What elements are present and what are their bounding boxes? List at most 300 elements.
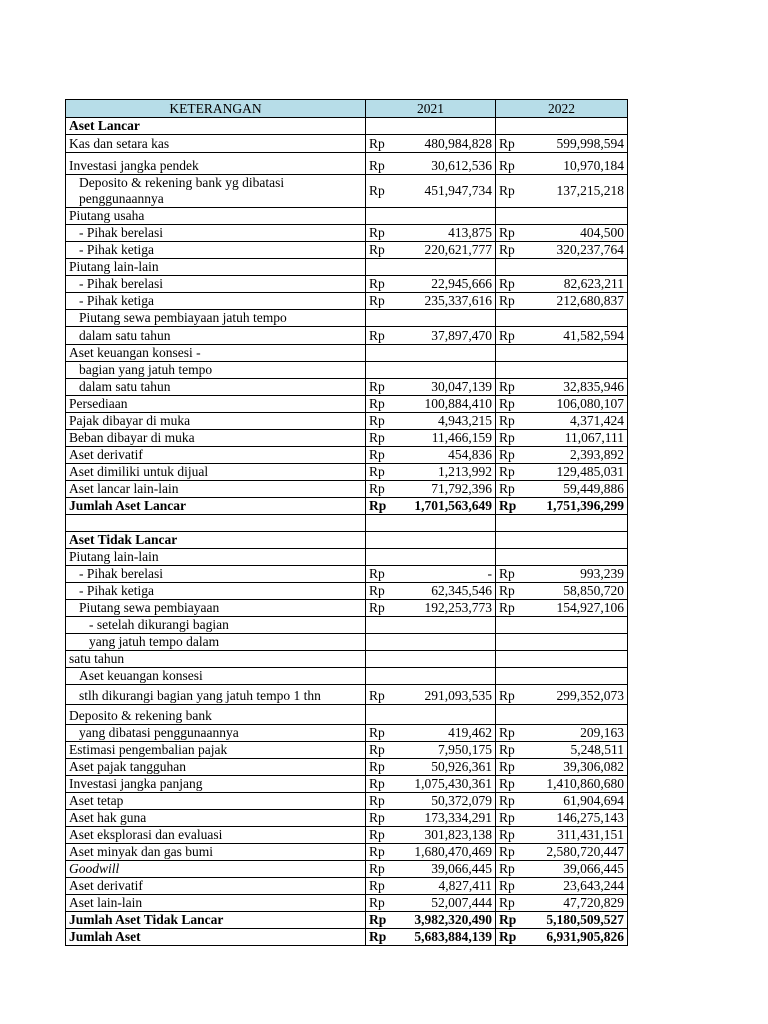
currency-label: Rp xyxy=(369,158,385,173)
row-label: Beban dibayar di muka xyxy=(66,430,366,447)
currency-label: Rp xyxy=(499,183,515,198)
value-cell-2022 xyxy=(496,827,628,844)
value-cell-2022 xyxy=(496,634,628,651)
row-label: dalam satu tahun xyxy=(66,327,366,345)
table-row xyxy=(66,827,628,844)
row-label: Piutang lain-lain xyxy=(66,549,366,566)
amount-value: 100,884,410 xyxy=(424,396,492,411)
value-cell-2022 xyxy=(496,861,628,878)
value-cell-2022 xyxy=(496,447,628,464)
row-label: Aset Lancar xyxy=(66,118,366,135)
row-label: Aset Tidak Lancar xyxy=(66,532,366,549)
row-label: Aset dimiliki untuk dijual xyxy=(66,464,366,481)
currency-label: Rp xyxy=(369,328,385,343)
currency-label: Rp xyxy=(369,183,385,198)
value-cell-2022 xyxy=(496,396,628,413)
currency-label: Rp xyxy=(369,929,387,944)
currency-label: Rp xyxy=(369,447,385,462)
amount-value: 106,080,107 xyxy=(556,396,624,411)
currency-label: Rp xyxy=(369,379,385,394)
value-cell-2021 xyxy=(366,225,496,242)
currency-label: Rp xyxy=(499,396,515,411)
row-label: Pajak dibayar di muka xyxy=(66,413,366,430)
table-row xyxy=(66,362,628,379)
value-cell-2022 xyxy=(496,600,628,617)
amount-value: 404,500 xyxy=(580,225,624,240)
row-label: yang jatuh tempo dalam xyxy=(66,634,366,651)
currency-label: Rp xyxy=(499,328,515,343)
value-cell-2021 xyxy=(366,668,496,685)
amount-value: 5,248,511 xyxy=(570,742,624,757)
row-label: Aset tetap xyxy=(66,793,366,810)
value-cell-2021 xyxy=(366,259,496,276)
value-cell-2021 xyxy=(366,515,496,532)
row-label: - Pihak berelasi xyxy=(66,225,366,242)
table-row xyxy=(66,549,628,566)
amount-value: 212,680,837 xyxy=(556,293,624,308)
currency-label: Rp xyxy=(369,136,385,151)
value-cell-2022 xyxy=(496,362,628,379)
value-cell-2021 xyxy=(366,878,496,895)
value-cell-2022 xyxy=(496,793,628,810)
currency-label: Rp xyxy=(499,481,515,496)
currency-label: Rp xyxy=(499,158,515,173)
amount-value: 413,875 xyxy=(448,225,492,240)
amount-value: 1,075,430,361 xyxy=(414,776,492,791)
value-cell-2022 xyxy=(496,135,628,153)
table-row xyxy=(66,912,628,929)
currency-label: Rp xyxy=(369,225,385,240)
value-cell-2022 xyxy=(496,498,628,515)
table-row xyxy=(66,430,628,447)
table-row xyxy=(66,396,628,413)
value-cell-2021 xyxy=(366,153,496,175)
currency-label: Rp xyxy=(499,136,515,151)
row-label: Aset hak guna xyxy=(66,810,366,827)
table-row xyxy=(66,327,628,345)
currency-label: Rp xyxy=(499,861,515,876)
row-label: - Pihak berelasi xyxy=(66,276,366,293)
table-row xyxy=(66,259,628,276)
value-cell-2022 xyxy=(496,153,628,175)
currency-label: Rp xyxy=(499,583,515,598)
amount-value: 1,751,396,299 xyxy=(546,498,624,513)
row-label: Aset keuangan konsesi - xyxy=(66,345,366,362)
amount-value: 173,334,291 xyxy=(424,810,492,825)
table-row xyxy=(66,600,628,617)
amount-value: 22,945,666 xyxy=(431,276,492,291)
row-label: Investasi jangka pendek xyxy=(66,153,366,175)
amount-value: 2,393,892 xyxy=(570,447,624,462)
currency-label: Rp xyxy=(499,413,515,428)
value-cell-2022 xyxy=(496,208,628,225)
table-body xyxy=(66,118,628,946)
currency-label: Rp xyxy=(369,844,385,859)
currency-label: Rp xyxy=(499,878,515,893)
amount-value: 480,984,828 xyxy=(424,136,492,151)
currency-label: Rp xyxy=(499,464,515,479)
currency-label: Rp xyxy=(499,600,515,615)
table-row xyxy=(66,793,628,810)
amount-value: 39,066,445 xyxy=(431,861,492,876)
amount-value: 59,449,886 xyxy=(563,481,624,496)
amount-value: 1,410,860,680 xyxy=(546,776,624,791)
value-cell-2022 xyxy=(496,725,628,742)
currency-label: Rp xyxy=(499,293,515,308)
table-header xyxy=(66,100,628,118)
value-cell-2021 xyxy=(366,413,496,430)
value-cell-2021 xyxy=(366,481,496,498)
currency-label: Rp xyxy=(369,583,385,598)
amount-value: 6,931,905,826 xyxy=(546,929,624,944)
value-cell-2022 xyxy=(496,259,628,276)
amount-value: 5,180,509,527 xyxy=(546,912,624,927)
currency-label: Rp xyxy=(369,396,385,411)
amount-value: 301,823,138 xyxy=(424,827,492,842)
value-cell-2021 xyxy=(366,532,496,549)
amount-value: 71,792,396 xyxy=(431,481,492,496)
amount-value: 47,720,829 xyxy=(563,895,624,910)
currency-label: Rp xyxy=(369,793,385,808)
value-cell-2022 xyxy=(496,895,628,912)
value-cell-2021 xyxy=(366,118,496,135)
currency-label: Rp xyxy=(369,242,385,257)
value-cell-2021 xyxy=(366,447,496,464)
header-2022: 2022 xyxy=(496,100,628,118)
table-row xyxy=(66,293,628,310)
table-row xyxy=(66,208,628,225)
header-row xyxy=(66,100,628,118)
currency-label: Rp xyxy=(369,776,385,791)
amount-value: 320,237,764 xyxy=(556,242,624,257)
table-row xyxy=(66,566,628,583)
value-cell-2022 xyxy=(496,515,628,532)
amount-value: 235,337,616 xyxy=(424,293,492,308)
table-row xyxy=(66,929,628,946)
table-row xyxy=(66,345,628,362)
value-cell-2021 xyxy=(366,634,496,651)
row-label: Piutang sewa pembiayaan jatuh tempo xyxy=(66,310,366,327)
amount-value: 419,462 xyxy=(448,725,492,740)
value-cell-2021 xyxy=(366,600,496,617)
table-row xyxy=(66,464,628,481)
table-row xyxy=(66,685,628,705)
value-cell-2021 xyxy=(366,345,496,362)
table-row xyxy=(66,634,628,651)
value-cell-2022 xyxy=(496,276,628,293)
row-label: satu tahun xyxy=(66,651,366,668)
table-row xyxy=(66,861,628,878)
currency-label: Rp xyxy=(369,293,385,308)
amount-value: 30,612,536 xyxy=(431,158,492,173)
amount-value: 50,926,361 xyxy=(431,759,492,774)
value-cell-2022 xyxy=(496,310,628,327)
amount-value: 4,827,411 xyxy=(438,878,492,893)
amount-value: 2,580,720,447 xyxy=(546,844,624,859)
value-cell-2022 xyxy=(496,327,628,345)
value-cell-2022 xyxy=(496,293,628,310)
amount-value: 11,067,111 xyxy=(564,430,624,445)
amount-value: 993,239 xyxy=(580,566,624,581)
table-row xyxy=(66,532,628,549)
row-label: - Pihak ketiga xyxy=(66,293,366,310)
amount-value: 454,836 xyxy=(448,447,492,462)
value-cell-2022 xyxy=(496,759,628,776)
row-label: dalam satu tahun xyxy=(66,379,366,396)
currency-label: Rp xyxy=(369,725,385,740)
amount-value: 129,485,031 xyxy=(556,464,624,479)
amount-value: 32,835,946 xyxy=(563,379,624,394)
currency-label: Rp xyxy=(499,447,515,462)
amount-value: 52,007,444 xyxy=(431,895,492,910)
amount-value: 39,066,445 xyxy=(563,861,624,876)
value-cell-2021 xyxy=(366,742,496,759)
value-cell-2021 xyxy=(366,827,496,844)
currency-label: Rp xyxy=(369,759,385,774)
amount-value: 220,621,777 xyxy=(424,242,492,257)
amount-value: 11,466,159 xyxy=(431,430,492,445)
amount-value: 299,352,073 xyxy=(556,688,624,703)
value-cell-2021 xyxy=(366,208,496,225)
amount-value: 58,850,720 xyxy=(563,583,624,598)
value-cell-2022 xyxy=(496,118,628,135)
currency-label: Rp xyxy=(499,498,517,513)
currency-label: Rp xyxy=(369,810,385,825)
value-cell-2021 xyxy=(366,685,496,705)
row-label: Investasi jangka panjang xyxy=(66,776,366,793)
value-cell-2021 xyxy=(366,293,496,310)
table-row xyxy=(66,776,628,793)
currency-label: Rp xyxy=(499,225,515,240)
row-label: Piutang sewa pembiayaan xyxy=(66,600,366,617)
value-cell-2022 xyxy=(496,844,628,861)
row-label: Jumlah Aset Tidak Lancar xyxy=(66,912,366,929)
row-label: Deposito & rekening bank yg dibatasi penggunaannya xyxy=(66,175,366,208)
table-row xyxy=(66,447,628,464)
amount-value: 599,998,594 xyxy=(556,136,624,151)
row-label: Deposito & rekening bank xyxy=(66,705,366,725)
value-cell-2021 xyxy=(366,464,496,481)
currency-label: Rp xyxy=(499,725,515,740)
row-label: yang dibatasi penggunaannya xyxy=(66,725,366,742)
currency-label: Rp xyxy=(369,742,385,757)
currency-label: Rp xyxy=(499,759,515,774)
table-row xyxy=(66,276,628,293)
value-cell-2021 xyxy=(366,242,496,259)
header-keterangan: KETERANGAN xyxy=(66,100,366,118)
currency-label: Rp xyxy=(499,844,515,859)
amount-value: 3,982,320,490 xyxy=(414,912,492,927)
amount-value: 50,372,079 xyxy=(431,793,492,808)
value-cell-2022 xyxy=(496,242,628,259)
currency-label: Rp xyxy=(499,929,517,944)
header-2021: 2021 xyxy=(366,100,496,118)
table-row xyxy=(66,759,628,776)
value-cell-2022 xyxy=(496,668,628,685)
value-cell-2021 xyxy=(366,776,496,793)
table-row xyxy=(66,118,628,135)
table-row xyxy=(66,742,628,759)
value-cell-2022 xyxy=(496,617,628,634)
amount-value: 146,275,143 xyxy=(556,810,624,825)
table-row xyxy=(66,310,628,327)
table-row xyxy=(66,175,628,208)
row-label: Jumlah Aset Lancar xyxy=(66,498,366,515)
amount-value: 41,582,594 xyxy=(563,328,624,343)
row-label: Aset lancar lain-lain xyxy=(66,481,366,498)
row-label: Jumlah Aset xyxy=(66,929,366,946)
amount-value: 291,093,535 xyxy=(424,688,492,703)
currency-label: Rp xyxy=(369,895,385,910)
value-cell-2022 xyxy=(496,413,628,430)
currency-label: Rp xyxy=(499,793,515,808)
currency-label: Rp xyxy=(499,810,515,825)
row-label: Aset pajak tangguhan xyxy=(66,759,366,776)
value-cell-2021 xyxy=(366,583,496,600)
balance-sheet-table xyxy=(65,99,628,946)
table-row xyxy=(66,725,628,742)
row-label: - setelah dikurangi bagian xyxy=(66,617,366,634)
amount-value: 7,950,175 xyxy=(438,742,492,757)
value-cell-2021 xyxy=(366,705,496,725)
amount-value: 82,623,211 xyxy=(563,276,624,291)
row-label: Aset eksplorasi dan evaluasi xyxy=(66,827,366,844)
currency-label: Rp xyxy=(369,498,387,513)
value-cell-2022 xyxy=(496,566,628,583)
value-cell-2021 xyxy=(366,379,496,396)
value-cell-2021 xyxy=(366,617,496,634)
amount-value: 23,643,244 xyxy=(563,878,624,893)
row-label: Aset lain-lain xyxy=(66,895,366,912)
currency-label: Rp xyxy=(499,895,515,910)
table-row xyxy=(66,810,628,827)
row-label: - Pihak ketiga xyxy=(66,242,366,259)
row-label: Kas dan setara kas xyxy=(66,135,366,153)
amount-value: 451,947,734 xyxy=(424,183,492,198)
currency-label: Rp xyxy=(499,742,515,757)
currency-label: Rp xyxy=(369,464,385,479)
value-cell-2021 xyxy=(366,651,496,668)
amount-value: 5,683,884,139 xyxy=(414,929,492,944)
value-cell-2022 xyxy=(496,345,628,362)
table-row xyxy=(66,515,628,532)
amount-value: 311,431,151 xyxy=(557,827,624,842)
value-cell-2021 xyxy=(366,844,496,861)
value-cell-2022 xyxy=(496,225,628,242)
amount-value: 192,253,773 xyxy=(424,600,492,615)
currency-label: Rp xyxy=(499,566,515,581)
value-cell-2022 xyxy=(496,742,628,759)
currency-label: Rp xyxy=(369,600,385,615)
value-cell-2022 xyxy=(496,430,628,447)
value-cell-2022 xyxy=(496,175,628,208)
table-row xyxy=(66,844,628,861)
value-cell-2022 xyxy=(496,583,628,600)
amount-value: 1,701,563,649 xyxy=(414,498,492,513)
value-cell-2021 xyxy=(366,327,496,345)
currency-label: Rp xyxy=(499,379,515,394)
table-row xyxy=(66,225,628,242)
amount-value: 37,897,470 xyxy=(431,328,492,343)
amount-value: 137,215,218 xyxy=(556,183,624,198)
amount-value: 62,345,546 xyxy=(431,583,492,598)
table-row xyxy=(66,651,628,668)
table-row xyxy=(66,242,628,259)
row-label: Aset derivatif xyxy=(66,878,366,895)
currency-label: Rp xyxy=(369,912,387,927)
amount-value: 39,306,082 xyxy=(563,759,624,774)
value-cell-2022 xyxy=(496,481,628,498)
table-row xyxy=(66,617,628,634)
value-cell-2021 xyxy=(366,861,496,878)
value-cell-2022 xyxy=(496,776,628,793)
table-row xyxy=(66,705,628,725)
amount-value: 209,163 xyxy=(580,725,624,740)
value-cell-2022 xyxy=(496,810,628,827)
value-cell-2022 xyxy=(496,549,628,566)
row-label: Piutang lain-lain xyxy=(66,259,366,276)
value-cell-2022 xyxy=(496,685,628,705)
value-cell-2022 xyxy=(496,464,628,481)
currency-label: Rp xyxy=(369,413,385,428)
value-cell-2021 xyxy=(366,725,496,742)
table-row xyxy=(66,379,628,396)
value-cell-2022 xyxy=(496,912,628,929)
table-row xyxy=(66,413,628,430)
value-cell-2022 xyxy=(496,651,628,668)
currency-label: Rp xyxy=(369,276,385,291)
currency-label: Rp xyxy=(369,861,385,876)
currency-label: Rp xyxy=(369,481,385,496)
value-cell-2022 xyxy=(496,929,628,946)
table-row xyxy=(66,895,628,912)
amount-value: - xyxy=(487,566,492,581)
value-cell-2022 xyxy=(496,878,628,895)
amount-value: 1,680,470,469 xyxy=(414,844,492,859)
currency-label: Rp xyxy=(369,878,385,893)
row-label: Aset derivatif xyxy=(66,447,366,464)
value-cell-2021 xyxy=(366,929,496,946)
value-cell-2021 xyxy=(366,276,496,293)
amount-value: 4,371,424 xyxy=(570,413,624,428)
table-row xyxy=(66,583,628,600)
amount-value: 61,904,694 xyxy=(563,793,624,808)
currency-label: Rp xyxy=(369,827,385,842)
row-label: - Pihak ketiga xyxy=(66,583,366,600)
value-cell-2021 xyxy=(366,895,496,912)
amount-value: 10,970,184 xyxy=(563,158,624,173)
row-label: Aset minyak dan gas bumi xyxy=(66,844,366,861)
currency-label: Rp xyxy=(499,827,515,842)
value-cell-2021 xyxy=(366,310,496,327)
currency-label: Rp xyxy=(369,566,385,581)
amount-value: 1,213,992 xyxy=(438,464,492,479)
table-row xyxy=(66,135,628,153)
row-label: - Pihak berelasi xyxy=(66,566,366,583)
value-cell-2021 xyxy=(366,810,496,827)
amount-value: 154,927,106 xyxy=(556,600,624,615)
value-cell-2022 xyxy=(496,705,628,725)
row-label: Persediaan xyxy=(66,396,366,413)
value-cell-2021 xyxy=(366,498,496,515)
value-cell-2022 xyxy=(496,532,628,549)
value-cell-2021 xyxy=(366,793,496,810)
currency-label: Rp xyxy=(499,776,515,791)
row-label: Goodwill xyxy=(66,861,366,878)
row-label: Piutang usaha xyxy=(66,208,366,225)
row-label: stlh dikurangi bagian yang jatuh tempo 1 thn xyxy=(66,685,366,705)
value-cell-2021 xyxy=(366,549,496,566)
